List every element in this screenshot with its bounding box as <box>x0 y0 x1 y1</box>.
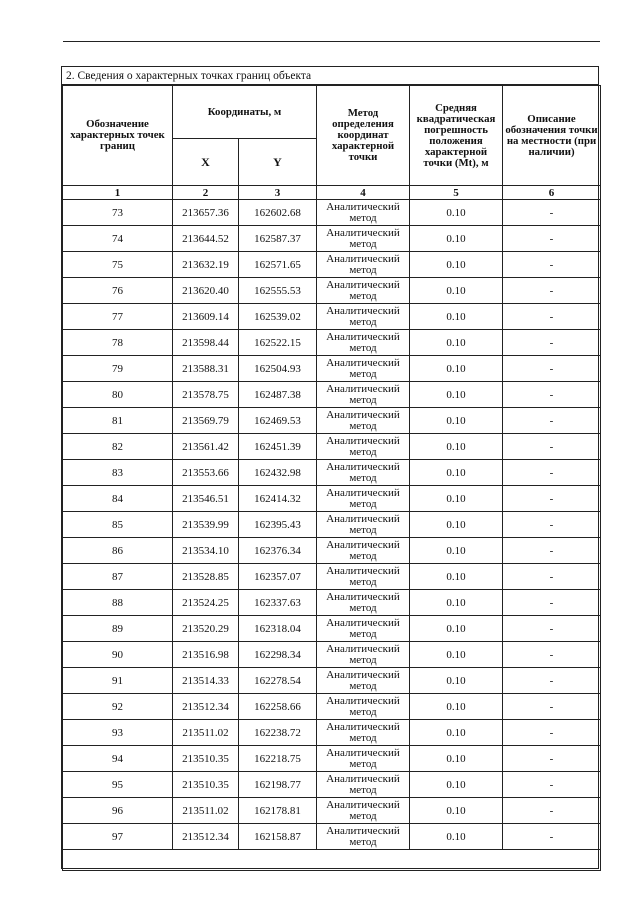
method-cell: Аналитический метод <box>317 746 410 772</box>
header-description: Описание обозначения точки на местности (при наличии) <box>503 86 601 186</box>
error-cell: 0.10 <box>410 616 503 642</box>
coord-y-cell: 162318.04 <box>239 616 317 642</box>
coord-x-cell: 213520.29 <box>173 616 239 642</box>
table-row <box>63 408 601 434</box>
table-row <box>63 824 601 850</box>
coord-x-cell: 213657.36 <box>173 200 239 226</box>
coord-x-cell: 213644.52 <box>173 226 239 252</box>
coord-y-cell: 162357.07 <box>239 564 317 590</box>
table-row <box>63 330 601 356</box>
error-cell: 0.10 <box>410 590 503 616</box>
error-cell: 0.10 <box>410 720 503 746</box>
description-cell: - <box>503 512 601 538</box>
description-cell: - <box>503 590 601 616</box>
coord-y-cell: 162238.72 <box>239 720 317 746</box>
description-cell: - <box>503 538 601 564</box>
coord-x-cell: 213561.42 <box>173 434 239 460</box>
empty-cell <box>63 850 601 871</box>
header-x: X <box>173 139 239 186</box>
method-cell: Аналитический метод <box>317 330 410 356</box>
point-number-cell: 82 <box>63 434 173 460</box>
coord-x-cell: 213528.85 <box>173 564 239 590</box>
coord-y-cell: 162522.15 <box>239 330 317 356</box>
coord-x-cell: 213511.02 <box>173 720 239 746</box>
description-cell: - <box>503 356 601 382</box>
coord-y-cell: 162587.37 <box>239 226 317 252</box>
coord-x-cell: 213632.19 <box>173 252 239 278</box>
method-cell: Аналитический метод <box>317 382 410 408</box>
error-cell: 0.10 <box>410 642 503 668</box>
error-cell: 0.10 <box>410 746 503 772</box>
description-cell: - <box>503 460 601 486</box>
method-cell: Аналитический метод <box>317 694 410 720</box>
coord-x-cell: 213620.40 <box>173 278 239 304</box>
point-number-cell: 97 <box>63 824 173 850</box>
error-cell: 0.10 <box>410 382 503 408</box>
method-cell: Аналитический метод <box>317 590 410 616</box>
error-cell: 0.10 <box>410 356 503 382</box>
header-method: Метод определения координат характерной точки <box>317 86 410 186</box>
header-point-designation: Обозначение характерных точек границ <box>63 86 173 186</box>
point-number-cell: 90 <box>63 642 173 668</box>
error-cell: 0.10 <box>410 200 503 226</box>
table-row <box>63 304 601 330</box>
coord-y-cell: 162258.66 <box>239 694 317 720</box>
method-cell: Аналитический метод <box>317 564 410 590</box>
method-cell: Аналитический метод <box>317 304 410 330</box>
point-number-cell: 76 <box>63 278 173 304</box>
header-y: Y <box>239 139 317 186</box>
table-row <box>63 512 601 538</box>
table-row <box>63 460 601 486</box>
point-number-cell: 92 <box>63 694 173 720</box>
method-cell: Аналитический метод <box>317 434 410 460</box>
page-top-rule <box>63 41 600 42</box>
error-cell: 0.10 <box>410 772 503 798</box>
method-cell: Аналитический метод <box>317 356 410 382</box>
description-cell: - <box>503 720 601 746</box>
column-number: 3 <box>239 186 317 200</box>
coord-y-cell: 162178.81 <box>239 798 317 824</box>
coord-y-cell: 162539.02 <box>239 304 317 330</box>
point-number-cell: 75 <box>63 252 173 278</box>
error-cell: 0.10 <box>410 668 503 694</box>
coord-x-cell: 213553.66 <box>173 460 239 486</box>
description-cell: - <box>503 382 601 408</box>
table-row <box>63 356 601 382</box>
error-cell: 0.10 <box>410 434 503 460</box>
coord-x-cell: 213512.34 <box>173 824 239 850</box>
header-coordinates: Координаты, м <box>173 86 317 139</box>
table-row <box>63 694 601 720</box>
header-mean-square-error: Средняя квадратическая погрешность положения характерной точки (Mt), м <box>410 86 503 186</box>
point-number-cell: 95 <box>63 772 173 798</box>
coord-x-cell: 213578.75 <box>173 382 239 408</box>
method-cell: Аналитический метод <box>317 538 410 564</box>
table-footer-empty-row <box>63 850 601 871</box>
description-cell: - <box>503 668 601 694</box>
point-number-cell: 86 <box>63 538 173 564</box>
point-number-cell: 96 <box>63 798 173 824</box>
error-cell: 0.10 <box>410 252 503 278</box>
coord-y-cell: 162602.68 <box>239 200 317 226</box>
point-number-cell: 89 <box>63 616 173 642</box>
point-number-cell: 94 <box>63 746 173 772</box>
point-number-cell: 87 <box>63 564 173 590</box>
error-cell: 0.10 <box>410 330 503 356</box>
description-cell: - <box>503 642 601 668</box>
description-cell: - <box>503 434 601 460</box>
coord-x-cell: 213539.99 <box>173 512 239 538</box>
coord-y-cell: 162395.43 <box>239 512 317 538</box>
coord-y-cell: 162158.87 <box>239 824 317 850</box>
method-cell: Аналитический метод <box>317 200 410 226</box>
coord-y-cell: 162555.53 <box>239 278 317 304</box>
point-number-cell: 91 <box>63 668 173 694</box>
error-cell: 0.10 <box>410 460 503 486</box>
point-number-cell: 74 <box>63 226 173 252</box>
point-number-cell: 78 <box>63 330 173 356</box>
table-row <box>63 382 601 408</box>
point-number-cell: 77 <box>63 304 173 330</box>
point-number-cell: 93 <box>63 720 173 746</box>
table-row <box>63 772 601 798</box>
method-cell: Аналитический метод <box>317 278 410 304</box>
description-cell: - <box>503 564 601 590</box>
table-row <box>63 746 601 772</box>
error-cell: 0.10 <box>410 564 503 590</box>
coord-x-cell: 213512.34 <box>173 694 239 720</box>
table-row <box>63 564 601 590</box>
point-number-cell: 81 <box>63 408 173 434</box>
table-row <box>63 538 601 564</box>
column-number: 1 <box>63 186 173 200</box>
column-number: 5 <box>410 186 503 200</box>
description-cell: - <box>503 278 601 304</box>
error-cell: 0.10 <box>410 694 503 720</box>
coord-y-cell: 162278.54 <box>239 668 317 694</box>
coord-x-cell: 213546.51 <box>173 486 239 512</box>
coord-y-cell: 162571.65 <box>239 252 317 278</box>
coord-y-cell: 162414.32 <box>239 486 317 512</box>
error-cell: 0.10 <box>410 226 503 252</box>
coord-y-cell: 162337.63 <box>239 590 317 616</box>
method-cell: Аналитический метод <box>317 226 410 252</box>
column-number: 6 <box>503 186 601 200</box>
coord-x-cell: 213516.98 <box>173 642 239 668</box>
table-row <box>63 642 601 668</box>
table-row <box>63 720 601 746</box>
boundary-points-table <box>62 85 601 871</box>
table-row <box>63 278 601 304</box>
description-cell: - <box>503 772 601 798</box>
description-cell: - <box>503 330 601 356</box>
method-cell: Аналитический метод <box>317 772 410 798</box>
method-cell: Аналитический метод <box>317 668 410 694</box>
coord-x-cell: 213609.14 <box>173 304 239 330</box>
description-cell: - <box>503 408 601 434</box>
coord-x-cell: 213534.10 <box>173 538 239 564</box>
points-table-body <box>63 200 601 850</box>
coord-y-cell: 162198.77 <box>239 772 317 798</box>
coord-y-cell: 162487.38 <box>239 382 317 408</box>
coord-x-cell: 213510.35 <box>173 746 239 772</box>
description-cell: - <box>503 304 601 330</box>
table-row <box>63 616 601 642</box>
description-cell: - <box>503 616 601 642</box>
table-row <box>63 252 601 278</box>
table-row <box>63 668 601 694</box>
method-cell: Аналитический метод <box>317 460 410 486</box>
coord-x-cell: 213524.25 <box>173 590 239 616</box>
coord-x-cell: 213588.31 <box>173 356 239 382</box>
point-number-cell: 84 <box>63 486 173 512</box>
description-cell: - <box>503 486 601 512</box>
error-cell: 0.10 <box>410 408 503 434</box>
error-cell: 0.10 <box>410 304 503 330</box>
table-row <box>63 434 601 460</box>
point-number-cell: 80 <box>63 382 173 408</box>
method-cell: Аналитический метод <box>317 616 410 642</box>
coord-x-cell: 213514.33 <box>173 668 239 694</box>
table-row <box>63 200 601 226</box>
error-cell: 0.10 <box>410 824 503 850</box>
description-cell: - <box>503 798 601 824</box>
section-title: 2. Сведения о характерных точках границ объекта <box>62 67 598 85</box>
description-cell: - <box>503 694 601 720</box>
coord-y-cell: 162432.98 <box>239 460 317 486</box>
method-cell: Аналитический метод <box>317 512 410 538</box>
description-cell: - <box>503 226 601 252</box>
points-section <box>61 66 599 869</box>
error-cell: 0.10 <box>410 486 503 512</box>
description-cell: - <box>503 252 601 278</box>
error-cell: 0.10 <box>410 278 503 304</box>
coord-y-cell: 162218.75 <box>239 746 317 772</box>
point-number-cell: 73 <box>63 200 173 226</box>
coord-y-cell: 162469.53 <box>239 408 317 434</box>
column-number: 2 <box>173 186 239 200</box>
method-cell: Аналитический метод <box>317 824 410 850</box>
column-number: 4 <box>317 186 410 200</box>
coord-x-cell: 213598.44 <box>173 330 239 356</box>
coord-x-cell: 213569.79 <box>173 408 239 434</box>
coord-x-cell: 213511.02 <box>173 798 239 824</box>
description-cell: - <box>503 746 601 772</box>
error-cell: 0.10 <box>410 512 503 538</box>
error-cell: 0.10 <box>410 538 503 564</box>
point-number-cell: 88 <box>63 590 173 616</box>
method-cell: Аналитический метод <box>317 642 410 668</box>
coord-y-cell: 162298.34 <box>239 642 317 668</box>
point-number-cell: 85 <box>63 512 173 538</box>
method-cell: Аналитический метод <box>317 720 410 746</box>
method-cell: Аналитический метод <box>317 798 410 824</box>
coord-y-cell: 162451.39 <box>239 434 317 460</box>
method-cell: Аналитический метод <box>317 408 410 434</box>
table-row <box>63 590 601 616</box>
description-cell: - <box>503 200 601 226</box>
table-row <box>63 226 601 252</box>
description-cell: - <box>503 824 601 850</box>
error-cell: 0.10 <box>410 798 503 824</box>
column-numbers-row <box>63 186 601 200</box>
table-row <box>63 486 601 512</box>
table-row <box>63 798 601 824</box>
coord-x-cell: 213510.35 <box>173 772 239 798</box>
point-number-cell: 83 <box>63 460 173 486</box>
method-cell: Аналитический метод <box>317 486 410 512</box>
coord-y-cell: 162376.34 <box>239 538 317 564</box>
coord-y-cell: 162504.93 <box>239 356 317 382</box>
point-number-cell: 79 <box>63 356 173 382</box>
method-cell: Аналитический метод <box>317 252 410 278</box>
